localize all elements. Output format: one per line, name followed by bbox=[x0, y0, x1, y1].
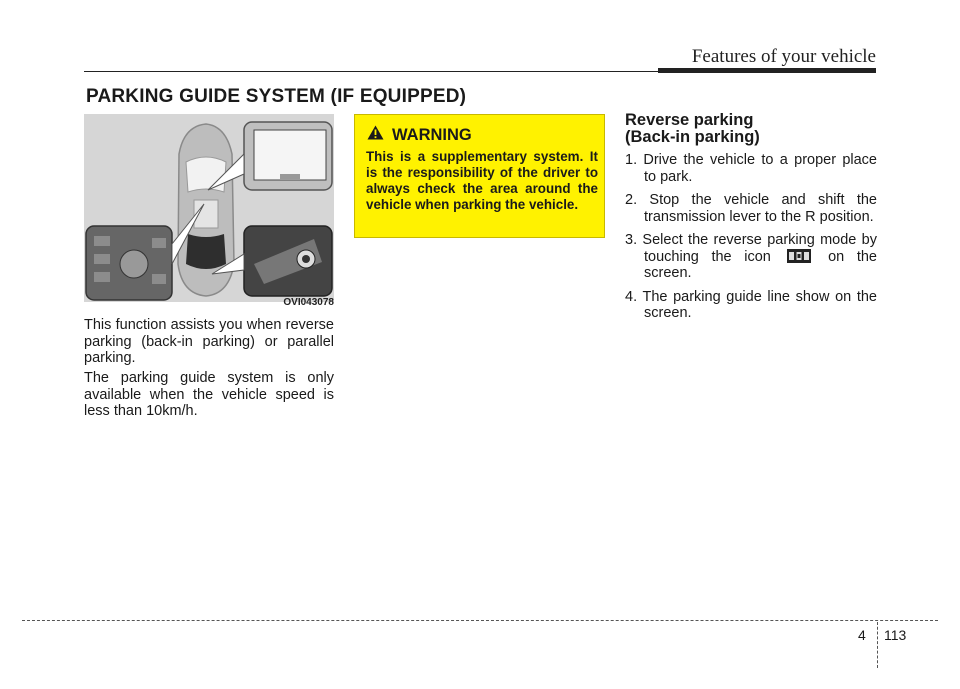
warning-text: This is a supplementary system. It is the responsibility of the driver to always check the area around the vehicle when parking the vehicle. bbox=[366, 149, 598, 212]
section-title: PARKING GUIDE SYSTEM (IF EQUIPPED) bbox=[86, 86, 467, 107]
warning-box bbox=[354, 114, 605, 238]
header-title: Features of your vehicle bbox=[691, 46, 876, 67]
figure-code: OVI043078 bbox=[283, 297, 334, 308]
reverse-parking-steps bbox=[625, 152, 877, 329]
warning-icon bbox=[367, 125, 384, 145]
step-item: 4. The parking guide line show on the screen. bbox=[625, 288, 877, 321]
reverse-parking-title: Reverse parking (Back-in parking) bbox=[625, 111, 760, 146]
header-rule-accent bbox=[658, 68, 876, 73]
controls-inset bbox=[86, 226, 172, 300]
reverse-parking-mode-icon bbox=[787, 249, 811, 263]
step-item: 3. Select the reverse parking mode by touching the icon on the screen. bbox=[625, 232, 877, 281]
intro-paragraph-1: This function assists you when reverse parking (back-in parking) or parallel parking. bbox=[84, 317, 334, 366]
step-item: 2. Stop the vehicle and shift the transmission lever to the R position. bbox=[625, 192, 877, 225]
chapter-number: 4 bbox=[858, 627, 866, 643]
camera-inset bbox=[244, 226, 332, 296]
footer-rule bbox=[22, 620, 938, 621]
intro-paragraph-2: The parking guide system is only available when the vehicle speed is less than 10km/h. bbox=[84, 370, 334, 419]
screen-inset bbox=[244, 122, 332, 190]
warning-label: WARNING bbox=[392, 125, 472, 144]
page-number: 113 bbox=[884, 627, 907, 643]
figure-illustration bbox=[84, 114, 334, 302]
footer-divider bbox=[877, 622, 878, 668]
step-item: 1. Drive the vehicle to a proper place to park. bbox=[625, 152, 877, 185]
